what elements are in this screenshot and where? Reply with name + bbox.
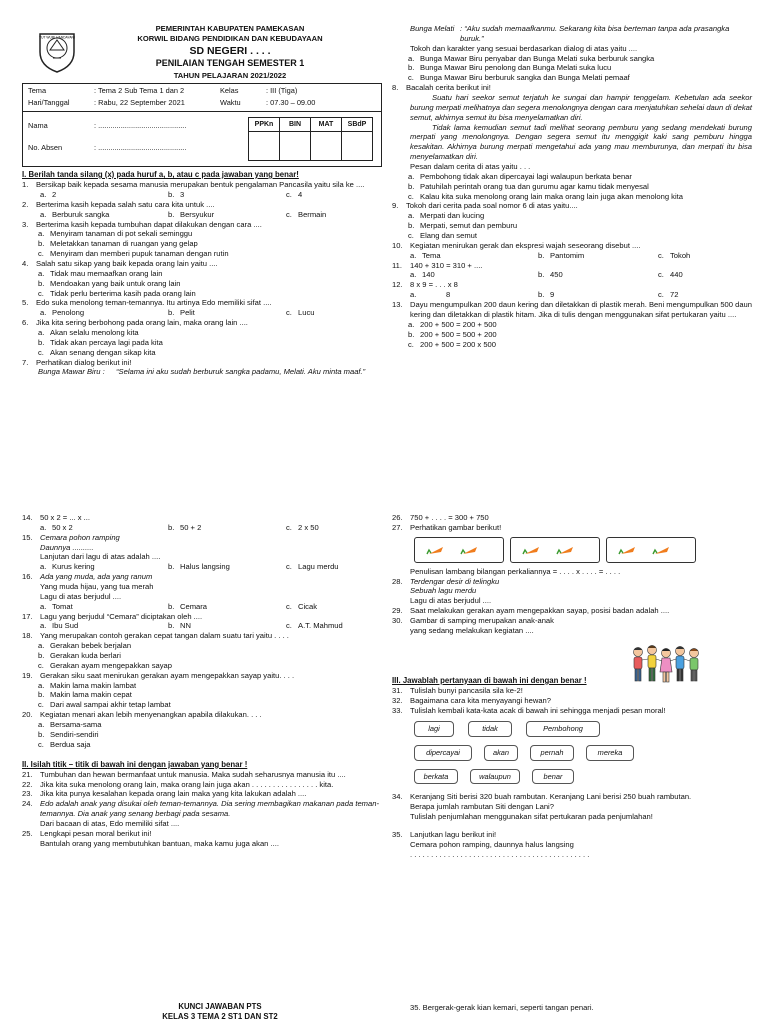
option-20b[interactable]: b. Sendiri-sendiri bbox=[38, 729, 99, 739]
word-card[interactable]: Pembohong bbox=[526, 721, 600, 737]
option-9c[interactable]: c. Elang dan semut bbox=[408, 231, 477, 241]
question-34-prompt: Tulislah penjumlahan menggunakan sifat pertukaran pada penjumlahan! bbox=[410, 812, 653, 822]
kelas-label: Kelas bbox=[220, 86, 239, 95]
question-3: 3. Berterima kasih kepada tumbuhan dapat dilakukan dengan cara .... bbox=[22, 219, 262, 229]
question-22: 22. Jika kita suka menolong orang lain, maka orang lain juga akan . . . . . . . . . . . . . . . . kita. bbox=[22, 779, 334, 789]
question-30: 30. Gambar di samping merupakan anak-anak bbox=[392, 616, 554, 626]
option-20a[interactable]: a. Bersama-sama bbox=[38, 720, 102, 730]
score-sbdp[interactable] bbox=[342, 132, 373, 161]
option-9b[interactable]: b. Merpati, semut dan pemburu bbox=[408, 221, 518, 231]
question-25: 25. Lengkapi pesan moral berikut ini! bbox=[22, 828, 152, 838]
option-7b[interactable]: b. Bunga Mawar Biru penolong dan Bunga Melati suka lucu bbox=[408, 63, 612, 73]
carrot-icon bbox=[419, 540, 499, 560]
option-8b[interactable]: b. Patuhilah perintah orang tua dan gurumu agar kamu tidak menyesal bbox=[408, 181, 649, 191]
word-card[interactable]: walaupun bbox=[470, 769, 520, 785]
header-school: SD NEGERI . . . . bbox=[189, 44, 271, 57]
question-32: 32. Bagaimana cara kita menyayangi hewan? bbox=[392, 695, 551, 705]
kelas-value: : III (Tiga) bbox=[266, 86, 298, 95]
carrot-group-1 bbox=[414, 537, 504, 563]
answer-key-heading bbox=[120, 1002, 320, 1022]
question-20: 20. Kegiatan menari akan lebih menyenangkan apabila dilakukan. . . . bbox=[22, 710, 262, 720]
hari-value: : Rabu, 22 September 2021 bbox=[94, 97, 185, 107]
option-19b[interactable]: b. Makin lama makin cepat bbox=[38, 690, 132, 700]
option-18a[interactable]: a. Gerakan bebek berjalan bbox=[38, 641, 132, 651]
option-9a[interactable]: a. Merpati dan kucing bbox=[408, 211, 485, 221]
question-8-prompt: Pesan dalam cerita di atas yaitu . . . bbox=[410, 162, 531, 172]
question-29: 29. Saat melakukan gerakan ayam mengepakkan sayap, posisi badan adalah .... bbox=[392, 606, 670, 616]
option-13b[interactable]: b. 200 + 500 = 500 + 200 bbox=[408, 329, 497, 339]
header-korwil: KORWIL BIDANG PENDIDIKAN DAN KEBUDAYAAN bbox=[137, 33, 323, 43]
section-1-part-c bbox=[22, 513, 387, 849]
word-card[interactable]: dipercayai bbox=[414, 745, 472, 761]
question-35-line2: Cemara pohon ramping, daunnya halus langsing bbox=[410, 839, 574, 849]
school-logo bbox=[34, 28, 80, 74]
question-26: 26. 750 + . . . . = 300 + 750 bbox=[392, 513, 489, 522]
options-1[interactable]: a. 2 b. 3 c. 4 bbox=[40, 189, 303, 199]
options-15[interactable]: a. Kurus kering b. Halus langsing c. Lagu merdu bbox=[40, 562, 339, 572]
header-gov: PEMERINTAH KABUPATEN PAMEKASAN bbox=[155, 24, 305, 33]
option-7a[interactable]: a. Bunga Mawar Biru penyabar dan Bunga Melati suka berburuk sangka bbox=[408, 53, 655, 63]
option-7c[interactable]: c. Bunga Mawar Biru berburuk sangka dan Bunga Melati pemaaf bbox=[408, 73, 630, 83]
question-8: 8. Bacalah cerita berikut ini! bbox=[392, 83, 491, 93]
word-card[interactable]: lagi bbox=[414, 721, 454, 737]
option-3c[interactable]: c. Menyiram dan memberi pupuk tanaman dengan rutin bbox=[38, 249, 229, 259]
score-bin[interactable] bbox=[280, 132, 311, 161]
carrot-icon bbox=[515, 540, 595, 560]
question-11: 11. 140 + 310 = 310 + .... bbox=[392, 260, 483, 270]
question-16: 16. Ada yang muda, ada yang ranum bbox=[22, 572, 153, 582]
options-14[interactable]: a. 50 x 2 b. 50 + 2 c. 2 x 50 bbox=[40, 522, 319, 532]
option-13a[interactable]: a. 200 + 500 = 200 + 500 bbox=[408, 319, 497, 329]
header-assessment: PENILAIAN TENGAH SEMESTER 1 bbox=[155, 58, 305, 69]
question-7-prompt: Tokoh dan karakter yang sesuai berdasarkan dialog di atas yaitu .... bbox=[410, 43, 638, 53]
story-paragraph-1: Suatu hari seekor semut terjatuh ke sungai dan hampir tenggelam. Kebetulan ada seekor burung merpati melihatnya dan segera menolongnya dengan cara menjatuhkan sehelai daun di dekat semut, akhirnya semut itu bisa menyelamatkan diri. bbox=[410, 93, 752, 122]
options-12[interactable]: a. 8 b. 9 c. 72 bbox=[410, 290, 679, 300]
option-6b[interactable]: b. Tidak akan percaya lagi pada kita bbox=[38, 337, 163, 347]
subject-mat: MAT bbox=[311, 118, 342, 132]
options-11[interactable]: a. 140 b. 450 c. 440 bbox=[410, 270, 683, 280]
subject-score-table bbox=[248, 117, 373, 161]
nama-field[interactable]: : ........................................... bbox=[94, 121, 187, 130]
options-16[interactable]: a. Tomat b. Cemara c. Cicak bbox=[40, 601, 317, 611]
options-10[interactable]: a. Tema b. Pantomim c. Tokoh bbox=[410, 250, 691, 260]
question-28-line2: Sebuah lagu merdu bbox=[410, 586, 477, 596]
option-3a[interactable]: a. Menyiram tanaman di pot sekali seminggu bbox=[38, 229, 193, 239]
word-grid bbox=[392, 721, 752, 784]
question-27-prompt: Penulisan lambang bilangan perkaliannya = . . . . x . . . . = . . . . bbox=[410, 566, 621, 576]
option-19c[interactable]: c. Dari awal sampai akhir tetap lambat bbox=[38, 700, 171, 710]
question-33: 33. Tulislah kembali kata-kata acak di bawah ini sehingga menjadi pesan moral! bbox=[392, 705, 666, 715]
question-15-prompt: Lanjutan dari lagu di atas adalah .... bbox=[40, 552, 161, 562]
question-31: 31. Tulislah bunyi pancasila sila ke-2! bbox=[392, 685, 523, 695]
subject-bin: BIN bbox=[280, 118, 311, 132]
question-28-prompt: Lagu di atas berjudul .... bbox=[410, 596, 492, 606]
question-5: 5. Edo suka menolong teman-temannya. Itu artinya Edo memiliki sifat .... bbox=[22, 298, 272, 308]
question-17: 17. Lagu yang berjudul “Cemara” diciptakan oleh .... bbox=[22, 611, 203, 621]
question-16-prompt: Lagu di atas berjudul .... bbox=[40, 591, 122, 601]
carrot-groups bbox=[392, 537, 752, 563]
score-mat[interactable] bbox=[311, 132, 342, 161]
question-7: 7. Perhatikan dialog berikut ini! bbox=[22, 357, 132, 367]
carrot-icon bbox=[611, 540, 691, 560]
question-4: 4. Salah satu sikap yang baik kepada orang lain yaitu .... bbox=[22, 259, 218, 268]
option-13c[interactable]: c. 200 + 500 = 200 x 500 bbox=[408, 339, 497, 349]
question-35-answer-line[interactable]: . . . . . . . . . . . . . . . . . . . . . . . . . . . . . . . . . . . . . . . . . . . bbox=[410, 849, 590, 859]
options-17[interactable]: a. Ibu Sud b. NN c. A.T. Mahmud bbox=[40, 621, 343, 631]
question-16-line2: Yang muda hijau, yang tua merah bbox=[40, 582, 154, 592]
question-23: 23. Jika kita punya kesalahan kepada orang lain maka yang kita lakukan adalah .... bbox=[22, 789, 307, 799]
question-24: 24. Edo adalah anak yang disukai oleh teman-temannya. Dia sering membagikan makanan pada teman-temannya. Dia anak yang senang berbagi pada sesama. bbox=[22, 799, 379, 819]
question-14: 14. 50 x 2 = ... x ... bbox=[22, 513, 91, 522]
nama-label: Nama bbox=[28, 121, 48, 130]
option-4c[interactable]: c. Tidak perlu berterima kasih pada orang lain bbox=[38, 288, 196, 298]
word-card[interactable]: benar bbox=[532, 769, 574, 785]
waktu-value: : 07.30 – 09.00 bbox=[266, 97, 316, 107]
question-25-prompt: Bantulah orang yang membutuhkan bantuan, maka kamu juga akan .... bbox=[40, 838, 279, 848]
question-28: 28. Terdengar desir di telingku bbox=[392, 576, 500, 586]
question-27: 27. Perhatikan gambar berikut! bbox=[392, 522, 502, 532]
header-year: TAHUN PELAJARAN 2021/2022 bbox=[173, 71, 287, 81]
section-1-part-a bbox=[22, 170, 387, 377]
option-19a[interactable]: a. Makin lama makin lambat bbox=[38, 680, 137, 690]
options-5[interactable]: a. Penolong b. Pelit c. Lucu bbox=[40, 308, 315, 318]
option-6c[interactable]: c. Akan senang dengan sikap kita bbox=[38, 347, 156, 357]
word-card[interactable]: pernah bbox=[530, 745, 574, 761]
section-2-title: II. Isilah titik – titik di bawah ini dengan jawaban yang benar ! bbox=[22, 759, 248, 769]
word-card[interactable]: mereka bbox=[586, 745, 634, 761]
question-18: 18. Yang merupakan contoh gerakan cepat tangan dalam suatu tari yaitu . . . . bbox=[22, 631, 289, 641]
option-4b[interactable]: b. Mendoakan yang baik untuk orang lain bbox=[38, 278, 181, 288]
option-18b[interactable]: b. Gerakan kuda berlari bbox=[38, 651, 121, 661]
question-24-prompt: Dari bacaan di atas, Edo memiliki sifat .... bbox=[40, 819, 180, 829]
question-10: 10. Kegiatan menirukan gerak dan ekspresi wajah seseorang disebut .... bbox=[392, 240, 641, 250]
carrot-group-3 bbox=[606, 537, 696, 563]
option-4a[interactable]: a. Tidak mau memaafkan orang lain bbox=[38, 268, 163, 278]
exam-header bbox=[80, 24, 380, 81]
question-12: 12. 8 x 9 = . . . x 8 bbox=[392, 280, 458, 290]
option-20c[interactable]: c. Berdua saja bbox=[38, 739, 91, 749]
dialog-melati: Bunga Melati : “Aku sudah memaafkanmu. Sekarang kita bisa berteman tanpa ada prasangka buruk.” bbox=[410, 24, 730, 43]
word-card[interactable]: tidak bbox=[468, 721, 512, 737]
tema-label: Tema bbox=[28, 86, 47, 95]
question-6: 6. Jika kita sering berbohong pada orang lain, maka orang lain .... bbox=[22, 318, 248, 328]
question-34-line2: Berapa jumlah rambutan Siti dengan Lani? bbox=[410, 802, 554, 812]
question-35: 35. Lanjutkan lagu berikut ini! bbox=[392, 829, 497, 839]
answer-key-title: KUNCI JAWABAN PTS bbox=[178, 1002, 262, 1011]
section-1-part-b bbox=[392, 24, 752, 349]
option-3b[interactable]: b. Meletakkan tanaman di ruangan yang gelap bbox=[38, 239, 198, 249]
option-8c[interactable]: c. Kalau kita suka menolong orang lain maka orang lain juga akan menolong kita bbox=[408, 191, 683, 201]
score-ppkn[interactable] bbox=[249, 132, 280, 161]
word-card[interactable]: berkata bbox=[414, 769, 458, 785]
answer-key-class: KELAS 3 TEMA 2 ST1 DAN ST2 bbox=[162, 1012, 278, 1022]
section-1-title: I. Berilah tanda silang (x) pada huruf a, b, atau c pada jawaban yang benar! bbox=[22, 170, 299, 179]
option-18c[interactable]: c. Gerakan ayam mengepakkan sayap bbox=[38, 660, 172, 670]
section-3-title: III. Jawablah pertanyaan di bawah ini dengan benar ! bbox=[392, 675, 587, 685]
question-21: 21. Tumbuhan dan hewan bermanfaat untuk manusia. Maka sudah seharusnya manusia itu .... bbox=[22, 769, 346, 779]
question-1: 1. Bersikap baik kepada sesama manusia merupakan bentuk pengalaman Pancasila yaitu sila ke .... bbox=[22, 180, 365, 190]
children-playing-illustration bbox=[630, 638, 708, 694]
option-8a[interactable]: a. Pembohong tidak akan dipercayai lagi walaupun berkata benar bbox=[408, 171, 632, 181]
question-15-line2: Daunnya .......... bbox=[40, 542, 94, 552]
absen-label: No. Absen bbox=[28, 142, 63, 152]
question-30-line2: yang sedang melakukan kegiatan .... bbox=[410, 625, 534, 635]
waktu-label: Waktu bbox=[220, 97, 241, 107]
subject-ppkn: PPKn bbox=[249, 118, 280, 132]
hari-label: Hari/Tanggal bbox=[28, 97, 70, 107]
option-6a[interactable]: a. Akan selalu menolong kita bbox=[38, 328, 139, 338]
carrot-group-2 bbox=[510, 537, 600, 563]
dialog-mawar: Bunga Mawar Biru : “Selama ini aku sudah berburuk sangka padamu, Melati. Aku minta maaf.” bbox=[38, 367, 366, 377]
question-19: 19. Gerakan siku saat menirukan gerakan ayam mengepakkan sayap yaitu. . . . bbox=[22, 670, 295, 680]
logo-text: TUT WURI HANDAYANI bbox=[39, 35, 75, 40]
question-2: 2. Berterima kasih kepada salah satu cara kita untuk .... bbox=[22, 199, 215, 209]
answer-35: 35. Bergerak-gerak kian kemari, seperti tangan penari. bbox=[410, 1003, 594, 1012]
options-2[interactable]: a. Berburuk sangka b. Bersyukur c. Bermain bbox=[40, 209, 327, 219]
question-13: 13. Dayu mengumpulkan 200 daun kering dan diletakkan di plastik merah. Beni mengumpulkan 500 daun kering dan diletakkan di plastik hitam. Jika di tulis dengan menggunakan sifat pertukaran yaitu .... bbox=[392, 300, 752, 319]
story-paragraph-2: Tidak lama kemudian semut tadi melihat seorang pemburu yang sedang mendekati burung merpati yang menolongnya. Dengan segera semut itu menggigit kaki sang pemburu hingga kesakitan. Akhirnya burung merpati mengetahui ada yang mau memburunya, dan merpati itu bisa menyelamatkan diri. bbox=[410, 122, 752, 162]
question-15: 15. Cemara pohon ramping bbox=[22, 532, 120, 542]
student-info-box bbox=[22, 83, 382, 167]
question-34: 34. Keranjang Siti berisi 320 buah rambutan. Keranjang Lani berisi 250 buah rambutan. bbox=[392, 792, 692, 802]
question-9: 9. Tokoh dari cerita pada soal nomor 6 di atas yaitu.... bbox=[392, 201, 578, 211]
absen-field[interactable]: : ........................................... bbox=[94, 142, 187, 152]
subject-sbdp: SBdP bbox=[342, 118, 373, 132]
word-card[interactable]: akan bbox=[484, 745, 518, 761]
tema-value: : Tema 2 Sub Tema 1 dan 2 bbox=[94, 86, 185, 95]
